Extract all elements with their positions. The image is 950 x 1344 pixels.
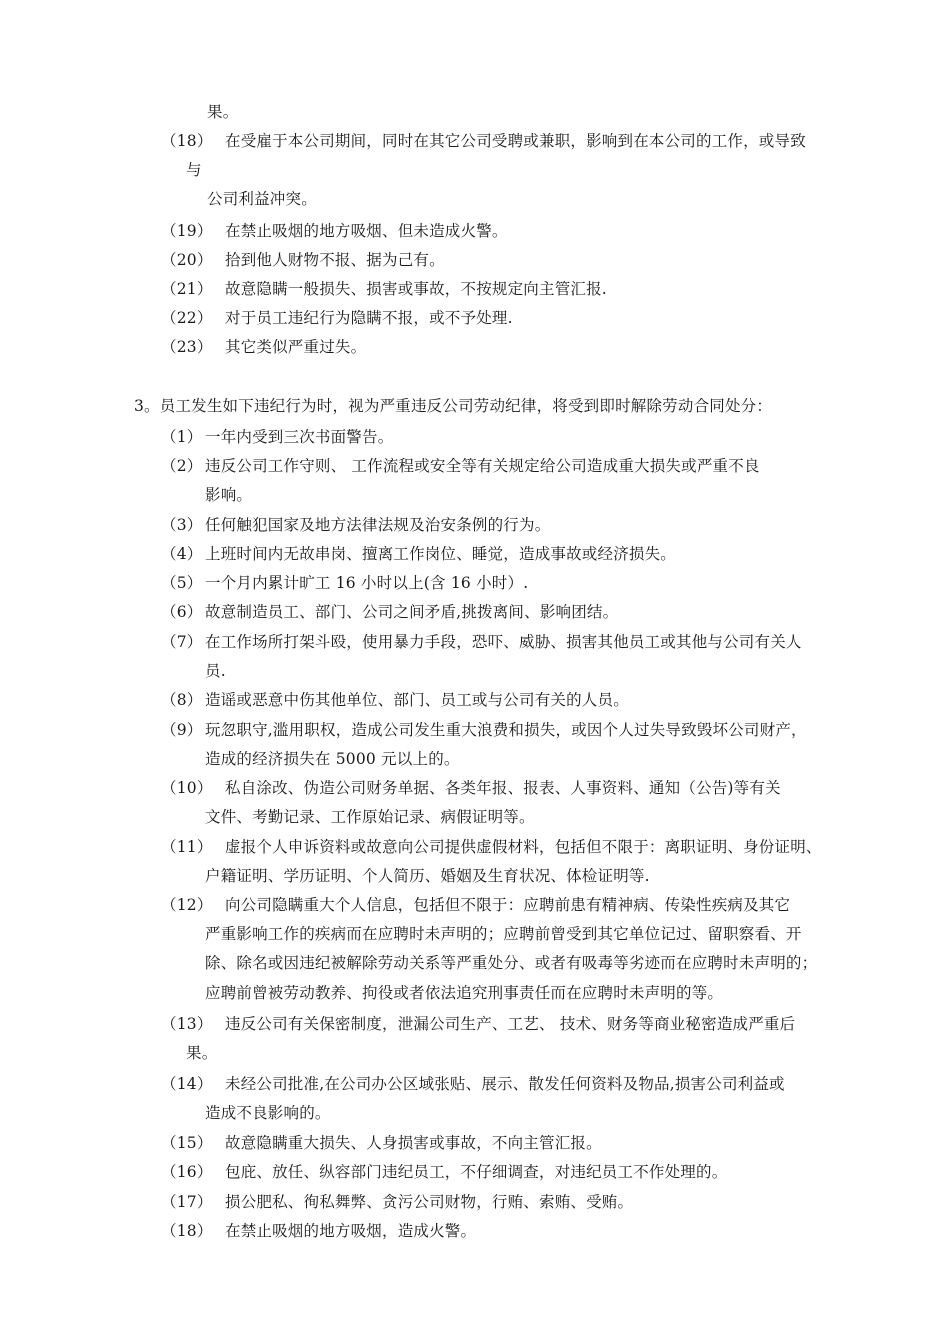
item-text: 向公司隐瞒重大个人信息，包括但不限于：应聘前患有精神病、传染性疾病及其它 xyxy=(225,896,791,914)
list-item-a21 xyxy=(161,279,607,299)
item-text-cont: 文件、考勤记录、工作原始记录、病假证明等。 xyxy=(205,808,535,826)
item-text-cont: 户籍证明、学历证明、个人简历、婚姻及生育状况、体检证明等. xyxy=(205,867,650,885)
item-number: （10） xyxy=(161,779,213,797)
item-number: （8） xyxy=(161,691,203,709)
list-item-b18 xyxy=(161,1221,476,1241)
item-text-cont: 严重影响工作的疾病而在应聘时未声明的；应聘前曾受到其它单位记过、留职察看、开 xyxy=(205,925,802,943)
item-number: （14） xyxy=(161,1075,213,1093)
item-number: （4） xyxy=(161,545,203,563)
item-number: （22） xyxy=(161,309,213,327)
list-item-b11 xyxy=(161,837,822,857)
item-number: （11） xyxy=(161,838,213,856)
item-text: 包庇、放任、纵容部门违纪员工，不仔细调查，对违纪员工不作处理的。 xyxy=(225,1163,728,1181)
item-text: 拾到他人财物不报、据为己有。 xyxy=(225,251,445,269)
item-text: 故意隐瞒一般损失、损害或事故，不按规定向主管汇报. xyxy=(225,280,607,298)
item-text: 损公肥私、徇私舞弊、贪污公司财物，行贿、索贿、受贿。 xyxy=(225,1193,634,1211)
item-text: 故意隐瞒重大损失、人身损害或事故，不向主管汇报。 xyxy=(225,1134,602,1152)
list-item-b12 xyxy=(161,895,790,915)
item-number: （18） xyxy=(161,1222,213,1240)
list-item-b10 xyxy=(161,778,781,798)
item-text: 未经公司批准,在公司办公区域张贴、展示、散发任何资料及物品,损害公司利益或 xyxy=(225,1075,785,1093)
item-number: （13） xyxy=(161,1015,213,1033)
list-item-b4 xyxy=(161,544,676,564)
item-text-cont: 与 xyxy=(186,161,202,179)
item-text-cont: 果。 xyxy=(186,1044,218,1062)
item-text: 违反公司工作守则、 工作流程或安全等有关规定给公司造成重大损失或严重不良 xyxy=(205,457,760,475)
list-item-a22 xyxy=(161,308,513,328)
list-item-a20 xyxy=(161,250,445,270)
item-text: 任何触犯国家及地方法律法规及治安条例的行为。 xyxy=(205,516,551,534)
item-text-cont: 公司利益冲突。 xyxy=(207,190,317,208)
list-item-a23 xyxy=(161,337,366,357)
list-item-b6 xyxy=(161,602,618,622)
item-number: （1） xyxy=(161,428,203,446)
item-number: （20） xyxy=(161,251,213,269)
item-number: （9） xyxy=(161,721,203,739)
item-number: （19） xyxy=(161,222,213,240)
list-item-b13 xyxy=(161,1014,795,1034)
list-item-b2 xyxy=(161,456,760,476)
item-text: 造谣或恶意中伤其他单位、部门、员工或与公司有关的人员。 xyxy=(205,691,629,709)
item-text: 其它类似严重过失。 xyxy=(225,338,367,356)
item-number: （15） xyxy=(161,1134,213,1152)
item-text: 上班时间内无故串岗、擅离工作岗位、睡觉，造成事故或经济损失。 xyxy=(205,545,677,563)
list-item-b5 xyxy=(161,573,528,593)
item-number: （6） xyxy=(161,603,203,621)
item-text: 对于员工违纪行为隐瞒不报，或不予处理. xyxy=(225,309,513,327)
list-item-b15 xyxy=(161,1133,602,1153)
item-number: （18） xyxy=(161,132,213,150)
item-text-cont: 除、除名或因违纪被解除劳动关系等严重处分、或者有吸毒等劣迹而在应聘时未声明的； xyxy=(205,954,818,972)
item-text-cont: 造成的经济损失在 5000 元以上的。 xyxy=(205,750,460,768)
list-item-a18 xyxy=(161,131,806,151)
item-number: （23） xyxy=(161,338,213,356)
list-item-b8 xyxy=(161,690,629,710)
item-number: （12） xyxy=(161,896,213,914)
list-item-b14 xyxy=(161,1074,785,1094)
item-text: 违反公司有关保密制度，泄漏公司生产、工艺、 技术、财务等商业秘密造成严重后 xyxy=(225,1015,796,1033)
item-text: 在禁止吸烟的地方吸烟，造成火警。 xyxy=(225,1222,477,1240)
item-number: （5） xyxy=(161,574,203,592)
list-item-b9 xyxy=(161,720,807,740)
item-number: （16） xyxy=(161,1163,213,1181)
item-number: （21） xyxy=(161,280,213,298)
item-text: 故意制造员工、部门、公司之间矛盾,挑拨离间、影响团结。 xyxy=(205,603,619,621)
item-text: 一年内受到三次书面警告。 xyxy=(205,428,394,446)
item-text: 在禁止吸烟的地方吸烟、但未造成火警。 xyxy=(225,222,508,240)
list-item-b16 xyxy=(161,1162,727,1182)
section-heading: 3。员工发生如下违纪行为时，视为严重违反公司劳动纪律，将受到即时解除劳动合同处分： xyxy=(134,397,773,415)
item-number: （7） xyxy=(161,633,203,651)
item-text: 玩忽职守,滥用职权，造成公司发生重大浪费和损失，或因个人过失导致毁坏公司财产， xyxy=(205,721,807,739)
item-text: 一个月内累计旷工 16 小时以上(含 16 小时）. xyxy=(205,574,529,592)
item-text: 在工作场所打架斗殴，使用暴力手段，恐吓、威胁、损害其他员工或其他与公司有关人 xyxy=(205,633,802,651)
item-number: （3） xyxy=(161,516,203,534)
item-text: 在受雇于本公司期间，同时在其它公司受聘或兼职，影响到在本公司的工作，或导致 xyxy=(225,132,806,150)
item-text-cont: 应聘前曾被劳动教养、拘役或者依法追究刑事责任而在应聘时未声明的等。 xyxy=(205,984,724,1002)
list-item-b7 xyxy=(161,632,802,652)
list-item-b3 xyxy=(161,515,550,535)
item-text-cont: 造成不良影响的。 xyxy=(205,1104,331,1122)
list-item-b17 xyxy=(161,1192,633,1212)
item-number: （17） xyxy=(161,1193,213,1211)
item-text: 虚报个人申诉资料或故意向公司提供虚假材料，包括但不限于：离职证明、身份证明、 xyxy=(225,838,822,856)
continuation-text: 果。 xyxy=(207,103,239,121)
list-item-a19 xyxy=(161,221,508,241)
item-number: （2） xyxy=(161,457,203,475)
list-item-b1 xyxy=(161,427,393,447)
item-text-cont: 影响。 xyxy=(205,486,253,504)
item-text-cont: 员. xyxy=(205,662,226,680)
item-text: 私自涂改、伪造公司财务单据、各类年报、报表、人事资料、通知（公告)等有关 xyxy=(225,779,781,797)
